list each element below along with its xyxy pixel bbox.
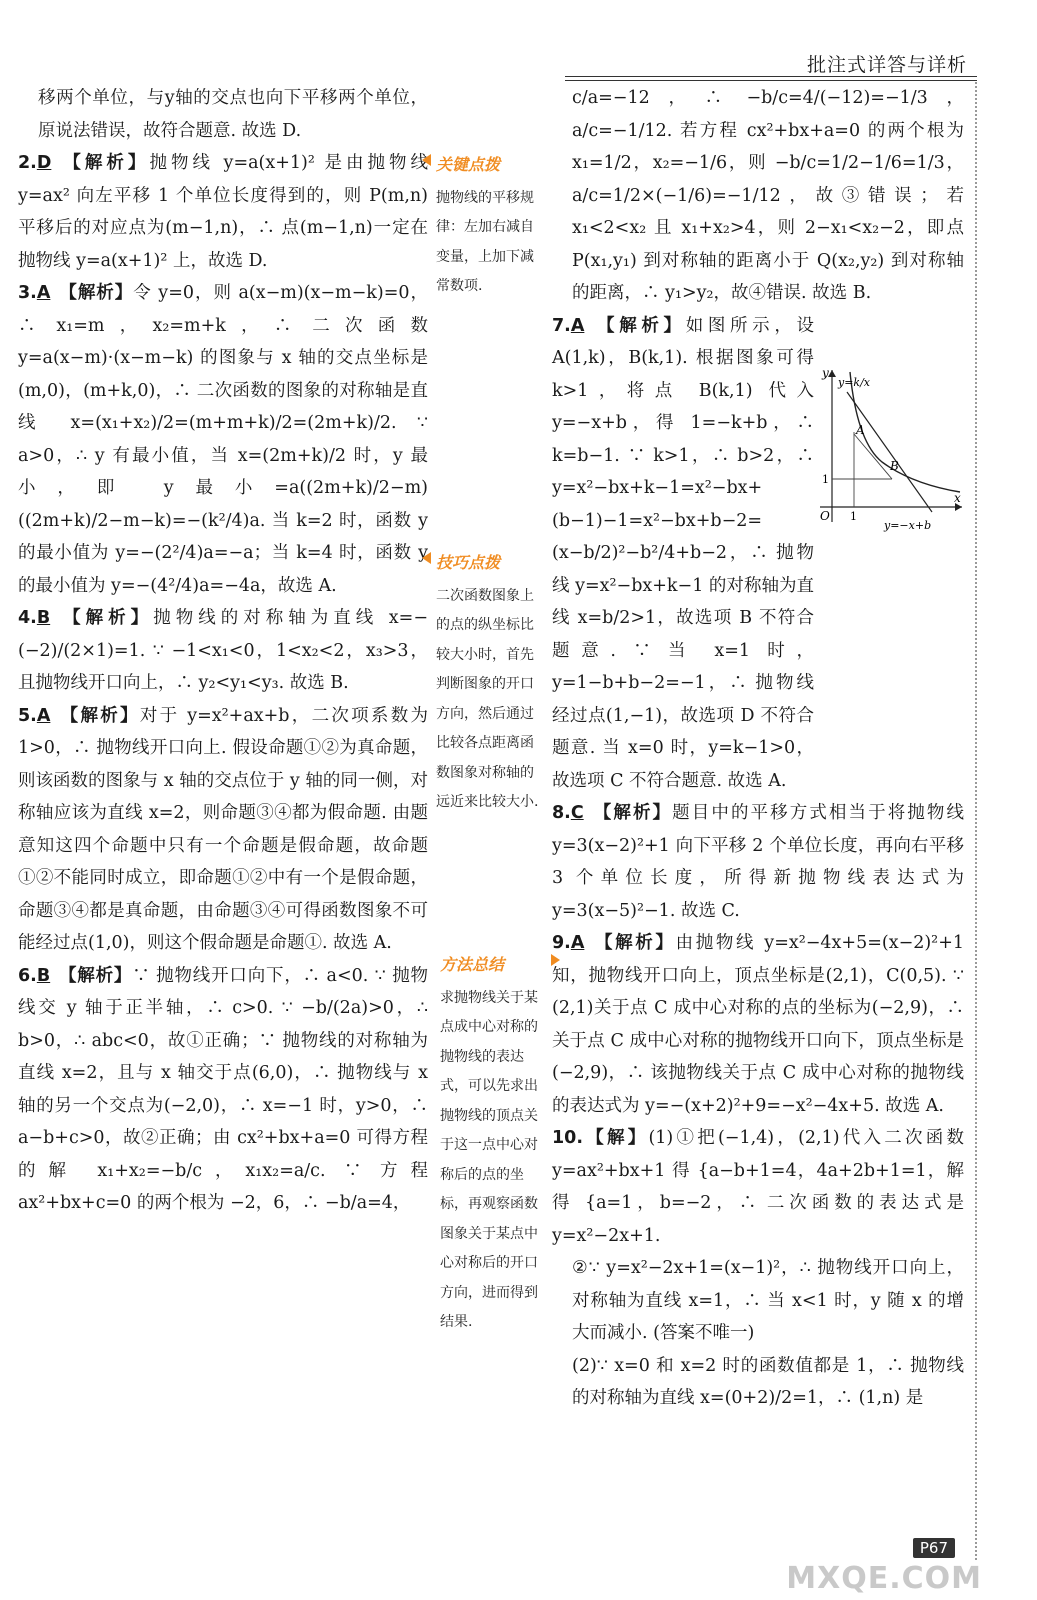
q2-number: 2.: [18, 153, 37, 173]
q10-part3: (2)∵ x=0 和 x=2 时的函数值都是 1，∴ 抛物线的对称轴为直线 x=(0+2)/2=1，∴ (1,n) 是: [572, 1355, 964, 1408]
point-b-label: B: [890, 459, 899, 473]
q4-number: 4.: [18, 608, 37, 628]
curve-label: y=k/x: [838, 376, 871, 389]
q7-tag: 【解析】: [592, 315, 686, 336]
q8-number: 8.: [552, 803, 571, 823]
watermark: MXQE.COM: [786, 1561, 982, 1596]
question-4: [18, 602, 428, 700]
line-label: y=−x+b: [884, 519, 932, 532]
q10-part2: ②∵ y=x²−2x+1=(x−1)²，∴ 抛物线开口向上，对称轴为直线 x=1，∴ 当 x<1 时，y 随 x 的增大而减小. (答案不唯一): [572, 1258, 964, 1343]
x-axis-label: x: [954, 491, 961, 505]
q4-tag: 【解析】: [58, 608, 154, 628]
q9-answer: A: [570, 933, 585, 953]
q9-text: 由抛物线 y=x²−4x+5=(x−2)²+1 知，抛物线开口向上，顶点坐标是(2,1)，C(0,5). ∵ (2,1)关于点 C 成中心对称的点的坐标为(−2,9)，∴ 关于点 C 成中心对称的抛物线开口向下，顶点坐标是(−2,9)，∴ 该抛物线关于点 C 成中心对称的抛物线的表达式为 y=−(x+2)²+9=−x²−4x+5. 故选 A.: [552, 933, 964, 1116]
q7-answer: A: [570, 315, 585, 336]
question-10: [552, 1122, 964, 1252]
question-3: [18, 277, 428, 602]
sidebar-method-summary-title: 方法总结: [440, 950, 548, 980]
q9-tag: 【解析】: [592, 933, 676, 953]
question-8: [552, 797, 964, 927]
sidebar-method-summary-text: 求抛物线关于某点成中心对称的抛物线的表达式，可以先求出抛物线的顶点关于这一点中心对称后的点的坐标，再观察函数图象关于某点中心对称后的开口方向，进而得到结果.: [440, 989, 538, 1330]
q8-tag: 【解析】: [591, 803, 673, 823]
q3-text: 令 y=0，则 a(x−m)(x−m−k)=0，∴ x₁=m，x₂=m+k，∴ 二次函数 y=a(x−m)·(x−m−k) 的图象与 x 轴的交点坐标是(m,0)，(m+k,0)，∴ 二次函数的图象的对称轴是直线 x=(x₁+x₂)/2=(m+m+k)/2=(2m+k)/2. ∵ a>0，∴ y 有最小值，当 x=(2m+k)/2 时，y 最小，即 y最小=a((2m+k)/2−m)((2m+k)/2−m−k)=−(k²/4)a. 当 k=2 时，函数 y 的最小值为 y=−(2²/4)a=−a；当 k=4 时，函数 y 的最小值为 y=−(4²/4)a=−4a，故选 A.: [18, 283, 429, 596]
q2-tag: 【解析】: [59, 153, 150, 173]
y-axis-arrow-icon: [828, 370, 836, 377]
q6-text: ∵ 抛物线开口向下，∴ a<0. ∵ 抛物线交 y 轴于正半轴，∴ c>0. ∵ −b/(2a)>0，∴ b>0，∴ abc<0，故①正确；∵ 抛物线的对称轴为直线 x=2，且与 x 轴交于点(6,0)，∴ 抛物线与 x 轴的另一个交点为(−2,0)，∴ x=−1 时，y>0，∴ a−b+c>0，故②正确；由 cx²+bx+a=0 可得方程的解 x₁+x₂=−b/c，x₁x₂=a/c. ∵ 方程 ax²+bx+c=0 的两个根为 −2，6，∴ −b/a=4，: [18, 965, 429, 1213]
sidebar-skill-tip: [436, 548, 544, 818]
q2-text: 抛物线 y=a(x+1)² 是由抛物线 y=ax² 向左平移 1 个单位长度得到的，则 P(m,n) 平移后的对应点为(m−1,n)，∴ 点(m−1,n)一定在抛物线 y=a(x+1)² 上，故选 D.: [18, 153, 429, 271]
point-a-label: A: [856, 423, 865, 437]
sidebar-skill-tip-title: 技巧点拨: [436, 548, 544, 578]
margin-dots: [975, 82, 977, 1560]
line-y-minus-x-plus-b: [847, 392, 932, 512]
header-rule-thin: [565, 80, 977, 81]
q6-answer: B: [36, 965, 51, 986]
q4-answer: B: [36, 608, 51, 628]
sidebar-key-point-title: 关键点拨: [436, 150, 544, 180]
sidebar-key-point-text: 抛物线的平移规律：左加右减自变量，上加下减常数项.: [436, 189, 534, 294]
q2-answer: D: [36, 153, 52, 173]
question-6: [18, 960, 428, 1220]
question-5: [18, 700, 428, 960]
q7-number: 7.: [552, 315, 571, 336]
q6-continued: c/a=−12，∴ −b/c=4/(−12)=−1/3，a/c=−1/12. 若方程 cx²+bx+a=0 的两个根为 x₁=1/2，x₂=−1/6，则 −b/c=1/2−1/6=1/3，a/c=1/2×(−1/6)=−1/12，故③错误；若 x₁<2<x₂ 且 x₁+x₂>4，则 2−x₁<x₂−2，即点 P(x₁,y₁) 到对称轴的距离小于 Q(x₂,y₂) 到对称轴的距离，∴ y₁>y₂，故④错误. 故选 B.: [572, 88, 964, 303]
q8-answer: C: [570, 803, 584, 823]
q6-number: 6.: [18, 965, 37, 986]
origin-label: O: [820, 509, 830, 523]
sidebar-method-summary: [440, 950, 548, 1338]
intro-text: 移两个单位，与y轴的交点也向下平移两个单位，原说法错误，故符合题意. 故选 D.: [38, 88, 428, 141]
q8-text: 题目中的平移方式相当于将抛物线 y=3(x−2)²+1 向下平移 2 个单位长度，再向右平移 3 个单位长度，所得新抛物线表达式为 y=3(x−5)²−1. 故选 C.: [552, 803, 965, 921]
q3-answer: A: [36, 283, 51, 303]
sidebar-skill-tip-text: 二次函数图象上的点的纵坐标比较大小时，首先判断图象的开口方向，然后通过比较各点距离函数图象对称轴的远近来比较大小.: [436, 587, 539, 810]
tick-y-label: 1: [822, 473, 829, 486]
q10-number: 10.: [552, 1128, 584, 1148]
sidebar-key-point: [436, 150, 544, 302]
q5-text: 对于 y=x²+ax+b，二次项系数为 1>0，∴ 抛物线开口向上. 假设命题①②为真命题，则该函数的图象与 x 轴的交点位于 y 轴的同一侧，对称轴应该为直线 x=2，则命题③④都为假命题. 由题意知这四个命题中只有一个命题是假命题，故命题①②不能同时成立，即命题①②中有一个是假命题，命题③④都是真命题，由命题③④可得函数图象不可能经过点(1,0)，则这个假命题是命题①. 故选 A.: [18, 705, 429, 953]
q7-text: 如图所示，设 A(1,k)，B(k,1). 根据图象可得 k>1，将点 B(k,1) 代入 y=−x+b，得 1=−k+b，∴ k=b−1. ∵ k>1，∴ b>2，∴ y=x²−bx+k−1=x²−bx+(b−1)−1=x²−bx+b−2=(x−b/2)²−b²/4+b−2，∴ 抛物线 y=x²−bx+k−1 的对称轴为直线 x=b/2>1，故选项 B 不符合题意. ∵ 当 x=1 时，y=1−b+b−2=−1，∴ 抛物线经过点(1,−1)，故选项 D 不符合题意. 当 x=0 时，y=k−1>0，故选项 C 不符合题意. 故选 A.: [552, 315, 814, 791]
q7-graph: [812, 362, 968, 532]
left-column: [18, 82, 429, 1220]
q4-text: 抛物线的对称轴为直线 x=−(−2)/(2×1)=1. ∵ −1<x₁<0，1<x₂<2，x₃>3，且抛物线开口向上，∴ y₂<y₁<y₃. 故选 B.: [18, 608, 429, 693]
q5-tag: 【解析】: [58, 705, 140, 726]
header-rule: [565, 76, 977, 77]
page-number: P67: [913, 1538, 955, 1558]
q9-number: 9.: [552, 933, 571, 953]
question-9: [552, 927, 964, 1122]
header-title: 批注式详答与详析: [806, 54, 967, 76]
q10-part1: (1)①把(−1,4)，(2,1)代入二次函数 y=ax²+bx+1 得 {a−b+1=4，4a+2b+1=1，解得 {a=1，b=−2，∴ 二次函数的表达式是 y=x²−2x+1.: [552, 1128, 964, 1246]
q5-answer: A: [36, 705, 51, 726]
segment-ab: [854, 434, 892, 479]
question-2: [18, 147, 428, 277]
tick-x-label: 1: [850, 510, 857, 523]
q3-number: 3.: [18, 283, 37, 303]
q6-tag: 【解析】: [58, 965, 133, 986]
q5-number: 5.: [18, 705, 37, 726]
q10-tag: 【解】: [583, 1128, 649, 1148]
right-column: [552, 82, 965, 1415]
y-axis-label: y: [822, 366, 829, 380]
q3-tag: 【解析】: [58, 283, 134, 303]
